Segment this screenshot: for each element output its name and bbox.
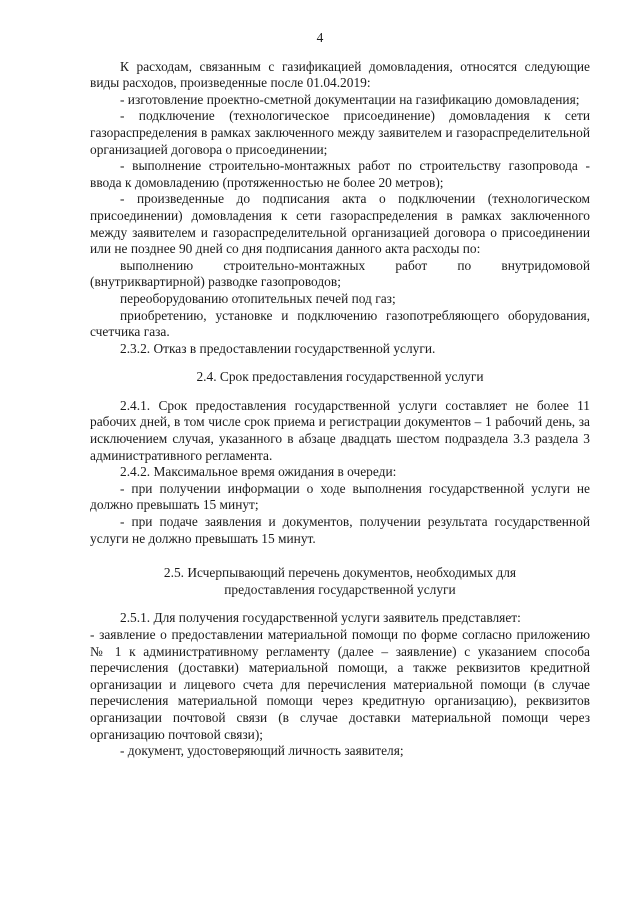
section-heading-2-4: 2.4. Срок предоставления государственной услуги — [196, 369, 484, 385]
paragraph: - произведенные до подписания акта о подключении (технологическом присоединении) домовладения к сети газораспределения в рамках заключенного между заявителем и газораспределительной организацией договора о присоединении или не позднее 90 дней со дня подписания данного акта расходы по: — [90, 191, 590, 257]
section-gas-expenses — [90, 59, 590, 358]
paragraph: - документ, удостоверяющий личность заявителя; — [120, 743, 404, 759]
paragraph: - при подаче заявления и документов, получении результата государственной услуги не должно превышать 15 минут. — [90, 514, 590, 546]
paragraph: приобретению, установке и подключению газопотребляющего оборудования, счетчика газа. — [90, 307, 590, 340]
heading-line: 2.5. Исчерпывающий перечень документов, необходимых для — [163, 565, 517, 581]
paragraph: - выполнение строительно-монтажных работ по строительству газопровода - ввода к домовладению (протяженностью не более 20 метров); — [90, 158, 590, 190]
section-heading-2-5 — [90, 565, 590, 598]
paragraph: - заявление о предоставлении материальной помощи по форме согласно приложению № 1 к административному регламенту (далее – заявление) с указанием способа перечисления (доставки) материальной помощи, а также реквизитов кредитной организации и лицевого счета для перечисления материальной помощи (в случае перечисления материальной помощи через кредитную организацию), реквизитов организации почтовой связи (в случае доставки материальной помощи через организацию почтовой связи); — [90, 627, 590, 742]
section-service-term — [90, 398, 590, 547]
paragraph: - изготовление проектно-сметной документации на газификацию домовладения; — [120, 91, 580, 107]
paragraph: выполнению строительно-монтажных работ по внутридомовой (внутриквартирной) разводке газопроводов; — [90, 257, 590, 290]
paragraph: 2.4.1. Срок предоставления государственной услуги составляет не более 11 рабочих дней, в том числе срок приема и регистрации документов – 1 рабочий день, за исключением случая, указанного в абзаце двадцать шестом подраздела 3.3 раздела 3 административного регламента. — [90, 397, 590, 463]
paragraph: - при получении информации о ходе выполнения государственной услуги не должно превышать 15 минут; — [90, 480, 590, 513]
paragraph: переоборудованию отопительных печей под газ; — [120, 290, 396, 306]
page-number: 4 — [316, 30, 324, 45]
paragraph: 2.5.1. Для получения государственной услуги заявитель представляет: — [120, 610, 521, 626]
heading-line: предоставления государственной услуги — [224, 581, 456, 597]
paragraph: К расходам, связанным с газификацией домовладения, относятся следующие виды расходов, произведенные после 01.04.2019: — [90, 58, 590, 91]
paragraph: - подключение (технологическое присоединение) домовладения к сети газораспределения в рамках заключенного между заявителем и газораспределительной организацией договора о присоединении; — [90, 108, 590, 157]
paragraph: 2.4.2. Максимальное время ожидания в очереди: — [120, 464, 397, 480]
section-documents-list — [90, 610, 590, 759]
paragraph: 2.3.2. Отказ в предоставлении государственной услуги. — [120, 340, 436, 356]
